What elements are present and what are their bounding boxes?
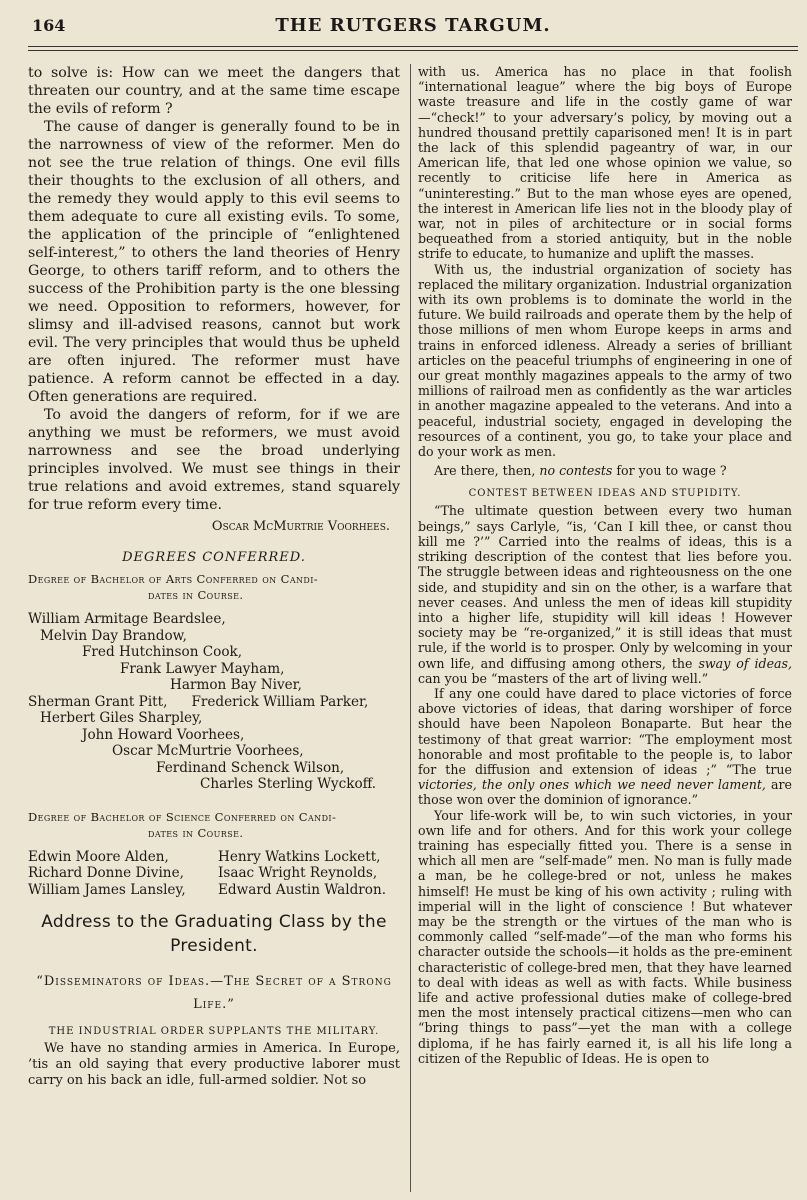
paragraph: We have no standing armies in America. In Europe, ’tis an old saying that every productive laborer must carry on his back an idle, full-armed soldier. Not so — [28, 1041, 400, 1088]
arts-heading-line-2: dates in Course. — [148, 588, 244, 602]
author-signature: Oscar McMurtrie Voorhees. — [211, 519, 390, 534]
science-names-col-2 — [218, 849, 398, 899]
paragraph-emphasis: victories, the only ones which we need never lament, — [418, 777, 766, 793]
question-line — [434, 463, 792, 478]
graduate-name: Richard Donne Divine, — [28, 865, 184, 881]
paragraph: To avoid the dangers of reform, for if we are anything we must be reformers, we must avoid narrowness and see the broad underlying principles involved. We must see things in their true relations and avoid extremes, stand squarely for true reform every time. — [28, 407, 400, 513]
question-emphasis: no contests — [539, 463, 613, 479]
graduate-name: Frederick William Parker, — [191, 693, 369, 710]
paragraph-text: If any one could have dared to place victories of force above victories of ideas, that daring worshiper of force should have been Napoleon Bonaparte. But hear the testimony of that great warrior: “The employment most honorable and most profitable to the people is, to labor for the diffusion and extension of ideas ;” “The true — [418, 685, 792, 777]
arts-heading-line-1: Degree of Bachelor of Arts Conferred on Candi- — [28, 572, 319, 586]
arts-degree-heading — [28, 571, 400, 603]
graduate-name: Henry Watkins Lockett, — [218, 848, 381, 865]
science-names-list — [28, 849, 400, 899]
graduate-name: John Howard Voorhees, — [82, 726, 245, 743]
left-column — [28, 64, 400, 1194]
right-column — [418, 64, 792, 1194]
column-divider — [410, 64, 411, 1192]
graduate-name: Charles Sterling Wyckoff. — [200, 776, 377, 792]
section-heading: THE INDUSTRIAL ORDER SUPPLANTS THE MILITARY. — [48, 1026, 380, 1037]
science-heading-line-1: Degree of Bachelor of Science Conferred on Candi- — [28, 809, 337, 824]
paragraph-emphasis: sway of ideas, — [698, 655, 792, 671]
paragraph: The cause of danger is generally found to be in the narrowness of view of the reformer. Men do not see the true relation of things. One evil fills their thoughts to the exclusion of all others, and the remedy they would apply to this evil seems to them adequate to cure all existing evils. To some, the application of the principle of “enlightened self-interest,” to others the land theories of Henry George, to others tariff reform, and to others the success of the Prohibition party is the one blessing we need. Opposition to reformers, however, for slimsy and ill-advised reasons, cannot but work evil. The very principles that would thus be upheld are often injured. The reformer must have patience. A reform cannot be effected in a day. Often generations are required. — [28, 119, 400, 405]
graduate-name-row — [28, 694, 400, 711]
paragraph — [418, 503, 792, 685]
science-heading-line-2: dates in Course. — [148, 825, 244, 840]
paragraph: to solve is: How can we meet the dangers that threaten our country, and at the same time escape the evils of reform ? — [28, 65, 400, 117]
address-title: Address to the Graduating Class by the President. — [41, 912, 387, 956]
arts-names-list — [28, 611, 400, 793]
science-names-col-1 — [28, 849, 218, 899]
header-rule — [28, 46, 798, 47]
graduate-name: William Armitage Beardslee, — [28, 611, 226, 627]
graduate-name: Oscar McMurtrie Voorhees, — [112, 743, 304, 759]
graduate-name: Sherman Grant Pitt, — [28, 693, 168, 710]
page-header — [28, 14, 798, 42]
graduate-name: Melvin Day Brandow, — [40, 627, 187, 644]
graduate-name: Isaac Wright Reynolds, — [218, 865, 378, 881]
paragraph-text: are those won over the dominion of ignorance.” — [418, 777, 792, 808]
graduate-name: Edwin Moore Alden, — [28, 848, 169, 865]
graduate-name: Frank Lawyer Mayham, — [120, 660, 285, 677]
section-heading: CONTEST BETWEEN IDEAS AND STUPIDITY. — [468, 488, 742, 500]
graduate-name: William James Lansley, — [28, 881, 186, 898]
graduate-name: Fred Hutchinson Cook, — [82, 644, 243, 660]
graduate-name: Ferdinand Schenck Wilson, — [156, 759, 345, 776]
page-number: 164 — [32, 16, 66, 35]
paragraph: with us. America has no place in that foolish “international league” where the big boys of Europe waste treasure and life in the costly game of war—“check!” to your adversary’s policy, by moving out a hundred thousand prettily caparisoned men! It is in part the lack of this splendid pageantry of war, in our American life, that led one whose opinion we value, so recently to criticise life here in America as “uninteresting.” But to the man whose eyes are opened, the interest in American life lies not in the bloody play of war, not in piles of architecture or in social forms bequeathed from a storied antiquity, but in the noble strife to educate, to humanize and uplift the masses. — [418, 64, 792, 262]
paragraph — [418, 686, 792, 808]
header-rule-double — [28, 50, 798, 51]
degrees-heading: DEGREES CONFERRED. — [122, 550, 306, 565]
graduate-name: Edward Austin Waldron. — [218, 881, 387, 898]
paragraph-text: “The ultimate question between every two human beings,” says Carlyle, “is, ‘Can I kill thee, or canst thou kill me ?’” Carried into the realms of ideas, this is a striking description of the contest that lies before you. The struggle between ideas and righteousness on the one side, and stupidity and sin on the other, is a warfare that never ceases. And unless the men of ideas kill stupidity into a higher life, stupidity will kill ideas ! However society may be “re-organized,” it is still ideas that must rule, if the world is to prosper. Only by welcoming in your own life, and diffusing among others, the — [418, 503, 792, 671]
graduate-name: Herbert Giles Sharpley, — [40, 710, 203, 726]
paragraph-text: can you be “masters of the art of living well.” — [418, 670, 709, 686]
science-degree-heading — [28, 809, 400, 841]
paragraph: With us, the industrial organization of society has replaced the military organization. Industrial organization with its own problems is to dominate the world in the future. We build railroads and operate them by the help of those millions of men whom Europe keeps in arms and trains in enforced idleness. Already a series of brilliant articles on the peaceful triumphs of engineering in one of our great monthly magazines appeals to the army of two millions of railroad men as confidently as the war articles in another magazine appealed to the veterans. And into a peaceful, industrial society, engaged in developing the resources of a continent, you go, to take your place and do your work as men. — [418, 261, 792, 460]
paragraph: Your life-work will be, to win such victories, in your own life and for others. And for this work your college training has especially fitted you. There is a sense in which all men are “self-made” men. No man is fully made a man, be he college-bred or not, unless he makes himself! He must be king of his own activity ; ruling with imperial will in the light of conscience ! But whatever may be the strength or the virtues of the man who is commonly called “self-made”—of the man who forms his character outside the schools—it holds as the pre-eminent characteristic of college-bred men, that they have learned to deal with ideas as well as with facts. While business life and active professional duties make of college-bred men the most intensely practical citizens—men who can “bring things to pass”—yet the man with a college diploma, if he has fairly earned it, is all his life long a citizen of the Republic of Ideas. He is open to — [418, 807, 792, 1066]
question-text: Are there, then, — [434, 463, 540, 479]
publication-title: THE RUTGERS TARGUM. — [275, 15, 551, 36]
question-text: for you to wage ? — [612, 463, 727, 479]
graduate-name: Harmon Bay Niver, — [170, 677, 302, 693]
address-subtitle: “Disseminators of Ideas.—The Secret of a Strong Life.” — [36, 974, 392, 1012]
